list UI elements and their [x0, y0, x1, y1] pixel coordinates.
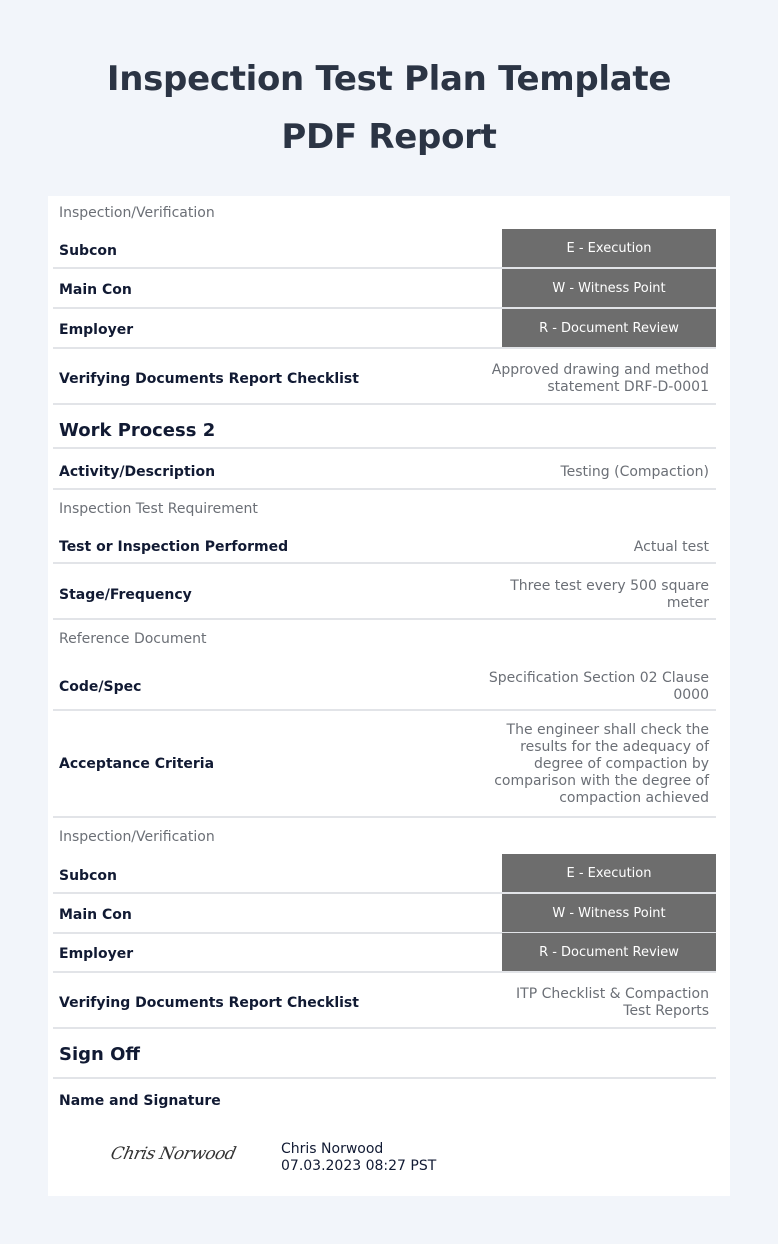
row-label: Main Con [59, 907, 132, 923]
row-activity-description [53, 449, 716, 490]
row-value: Testing (Compaction) [560, 464, 709, 480]
value-line: meter [666, 595, 709, 611]
row-subcon [53, 229, 716, 269]
value-line: Three test every 500 square [510, 578, 709, 594]
signature-image: Chris Norwood [108, 1144, 238, 1164]
row-value [510, 578, 709, 612]
row-label: Verifying Documents Report Checklist [59, 995, 359, 1011]
row-label: Subcon [59, 868, 117, 884]
signer-name: Chris Norwood [281, 1141, 384, 1157]
row-code-spec [53, 659, 716, 711]
section-reference-document: Reference Document [59, 631, 207, 647]
page-title [0, 50, 778, 166]
section-heading: Work Process 2 [59, 420, 216, 441]
sign-off-header [53, 1029, 716, 1079]
row-employer [53, 933, 716, 973]
value-line: comparison with the degree of [494, 773, 709, 789]
value-line: Approved drawing and method [491, 362, 709, 378]
row-test-performed [53, 526, 716, 564]
value-line: compaction achieved [559, 790, 709, 806]
report-card [48, 196, 730, 1196]
section-inspection-test-requirement: Inspection Test Requirement [59, 501, 258, 517]
section-inspection-verification: Inspection/Verification [59, 205, 215, 221]
row-subcon [53, 854, 716, 894]
page-title-line1: Inspection Test Plan Template [106, 59, 672, 99]
work-process-header [53, 405, 716, 449]
name-signature-label: Name and Signature [59, 1093, 221, 1109]
row-label: Employer [59, 946, 134, 962]
row-acceptance-criteria [53, 711, 716, 818]
row-stage-frequency [53, 564, 716, 620]
row-main-con [53, 269, 716, 309]
value-line: degree of compaction by [534, 756, 709, 772]
row-verifying-documents [53, 349, 716, 405]
value-line: results for the adequacy of [520, 739, 709, 755]
row-label: Code/Spec [59, 679, 142, 695]
row-value [489, 670, 709, 704]
row-value [516, 986, 709, 1020]
status-badge: R - Document Review [502, 933, 716, 971]
row-label: Employer [59, 322, 134, 338]
row-employer [53, 309, 716, 349]
value-line: 0000 [673, 687, 709, 703]
section-inspection-verification: Inspection/Verification [59, 829, 215, 845]
row-label: Acceptance Criteria [59, 756, 215, 772]
signed-timestamp: 07.03.2023 08:27 PST [281, 1158, 437, 1174]
status-badge: W - Witness Point [502, 269, 716, 307]
value-line: statement DRF-D-0001 [547, 379, 709, 395]
row-label: Stage/Frequency [59, 587, 192, 603]
value-line: Specification Section 02 Clause [488, 670, 709, 686]
status-badge: R - Document Review [502, 309, 716, 347]
row-label: Subcon [59, 243, 117, 259]
value-line: ITP Checklist & Compaction [516, 986, 709, 1002]
status-badge: E - Execution [502, 229, 716, 267]
signer-details [281, 1141, 436, 1175]
row-value [492, 362, 709, 396]
row-label: Activity/Description [59, 464, 216, 480]
status-badge: W - Witness Point [502, 894, 716, 932]
row-value: Actual test [633, 539, 709, 555]
row-value [494, 722, 709, 807]
page-title-line2: PDF Report [281, 117, 497, 157]
row-main-con [53, 894, 716, 934]
row-label: Main Con [59, 282, 132, 298]
value-line: The engineer shall check the [506, 722, 709, 738]
row-label: Verifying Documents Report Checklist [59, 371, 359, 387]
status-badge: E - Execution [502, 854, 716, 892]
section-heading: Sign Off [59, 1044, 140, 1065]
row-verifying-documents [53, 973, 716, 1029]
value-line: Test Reports [623, 1003, 709, 1019]
row-label: Test or Inspection Performed [59, 539, 289, 555]
